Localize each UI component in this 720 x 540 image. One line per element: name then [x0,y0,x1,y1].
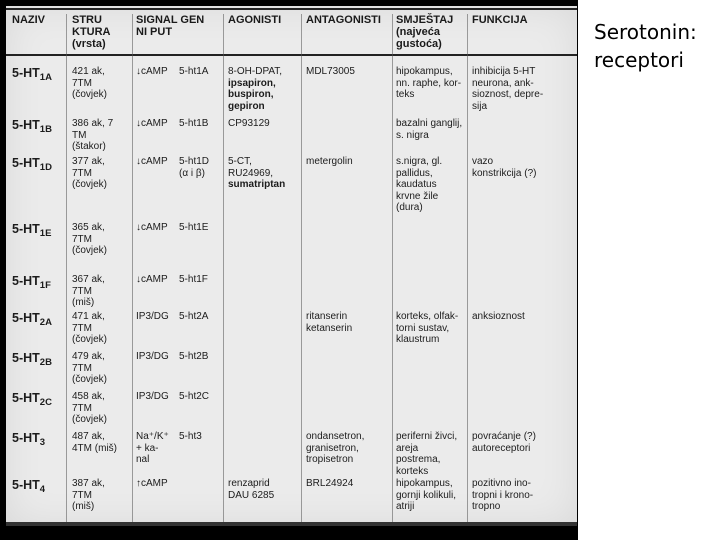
receptor-subtype: 1F [39,280,51,291]
gene-cell: 5-ht1D (α i β) [179,156,210,179]
receptor-name [12,478,68,497]
receptor-name-base: 5-HT [12,391,40,405]
receptor-name [12,431,68,450]
receptor-subtype: 1E [39,228,52,239]
receptor-name [12,156,68,175]
slide-title: Serotonin: receptori [594,20,697,72]
receptor-name-base: 5-HT [12,431,40,445]
antagonists-cell: ritanserin ketanserin [306,311,353,334]
agonists-text: 8-OH-DPAT, [228,66,283,77]
structure-cell: 367 ak, 7TM (miš) [72,274,105,308]
structure-cell: 377 ak, 7TM (čovjek) [72,156,108,190]
function-cell: pozitivno ino- tropni i krono- tropno [472,478,534,512]
caption-panel [578,0,720,540]
signal-cell: ↓cAMP [136,274,168,285]
receptor-name-base: 5-HT [12,118,40,132]
receptor-subtype: 1D [39,162,52,173]
column-divider [223,14,224,526]
antagonists-cell: BRL24924 [306,478,354,489]
header-smjestaj: SMJEŠTAJ (najveća gustoća) [396,14,454,50]
receptor-subtype: 4 [39,484,46,495]
signal-cell: ↑cAMP [136,478,168,489]
gene-cell: 5-ht1E [179,222,209,233]
receptor-name [12,66,68,85]
receptor-subtype: 2C [39,397,52,408]
agonists-bold-text: ipsapiron, buspiron, gepiron [228,77,276,112]
receptor-subtype: 1B [39,124,52,135]
table-top-rule [6,8,577,10]
header-agonisti: AGONISTI [228,14,282,26]
signal-cell: ↓cAMP [136,66,168,77]
location-cell: bazalni ganglij, s. nigra [396,118,463,141]
header-bottom-rule [6,54,577,56]
header-naziv: NAZIV [12,14,45,26]
structure-cell: 487 ak, 4TM (miš) [72,431,117,454]
receptor-name [12,274,68,293]
gene-cell: 5-ht2B [179,351,209,362]
agonists-cell [228,156,302,191]
location-cell: korteks, olfak- torni sustav, klaustrum [396,311,459,345]
agonists-text: 5-CT, RU24969, [228,156,274,179]
antagonists-cell: ondansetron, granisetron, tropisetron [306,431,365,465]
agonists-text: renzaprid DAU 6285 [228,478,275,501]
receptor-name-base: 5-HT [12,222,40,236]
header-struktura: STRU KTURA (vrsta) [72,14,111,50]
signal-cell: IP3/DG [136,391,169,402]
structure-cell: 471 ak, 7TM (čovjek) [72,311,108,345]
agonists-bold-text: sumatriptan [228,179,286,190]
receptor-table-scan [6,6,577,526]
receptor-subtype: 1A [39,72,52,83]
receptor-name [12,351,68,370]
antagonists-cell: metergolin [306,156,353,167]
header-antagonisti: ANTAGONISTI [306,14,381,26]
function-cell: inhibicija 5-HT neurona, ank- sioznost, depre- sija [472,66,544,112]
receptor-name-base: 5-HT [12,351,40,365]
signal-cell: ↓cAMP [136,222,168,233]
location-cell: hipokampus, nn. raphe, kor- teks [396,66,462,100]
receptor-name-base: 5-HT [12,156,40,170]
structure-cell: 387 ak, 7TM (miš) [72,478,105,512]
location-cell: periferni živci, areja postrema, korteks [396,431,458,477]
location-cell: s.nigra, gl. pallidus, kaudatus krvne žile (dura) [396,156,443,213]
structure-cell: 479 ak, 7TM (čovjek) [72,351,108,385]
agonists-cell [228,66,302,112]
agonists-text: CP93129 [228,118,270,129]
receptor-name [12,222,68,241]
receptor-name [12,311,68,330]
receptor-name-base: 5-HT [12,311,40,325]
receptor-name-base: 5-HT [12,66,40,80]
function-cell: povraćanje (?) autoreceptori [472,431,536,454]
structure-cell: 458 ak, 7TM (čovjek) [72,391,108,425]
table-bottom-rule [6,522,577,526]
signal-cell: IP3/DG [136,311,169,322]
gene-cell: 5-ht1B [179,118,209,129]
receptor-subtype: 3 [39,437,46,448]
agonists-cell [228,478,302,501]
header-funkcija: FUNKCIJA [472,14,528,26]
agonists-cell [228,118,302,130]
gene-cell: 5-ht3 [179,431,202,442]
receptor-name [12,118,68,137]
receptor-name-base: 5-HT [12,274,40,288]
function-cell: vazo konstrikcija (?) [472,156,537,179]
antagonists-cell: MDL73005 [306,66,355,77]
signal-cell: ↓cAMP [136,118,168,129]
location-cell: hipokampus, gornji kolikuli, atriji [396,478,457,512]
gene-cell: 5-ht2A [179,311,209,322]
receptor-subtype: 2A [39,317,52,328]
column-divider [392,14,393,526]
signal-cell: Na⁺/K⁺ + ka- nal [136,431,169,465]
receptor-subtype: 2B [39,357,52,368]
function-cell: anksioznost [472,311,525,322]
receptor-name [12,391,68,410]
gene-cell: 5-ht2C [179,391,210,402]
gene-cell: 5-ht1A [179,66,209,77]
gene-cell: 5-ht1F [179,274,208,285]
header-signal: SIGNAL GEN NI PUT [136,14,205,38]
column-divider [132,14,133,526]
structure-cell: 386 ak, 7 TM (štakor) [72,118,114,152]
structure-cell: 421 ak, 7TM (čovjek) [72,66,108,100]
structure-cell: 365 ak, 7TM (čovjek) [72,222,108,256]
receptor-name-base: 5-HT [12,478,40,492]
signal-cell: ↓cAMP [136,156,168,167]
signal-cell: IP3/DG [136,351,169,362]
